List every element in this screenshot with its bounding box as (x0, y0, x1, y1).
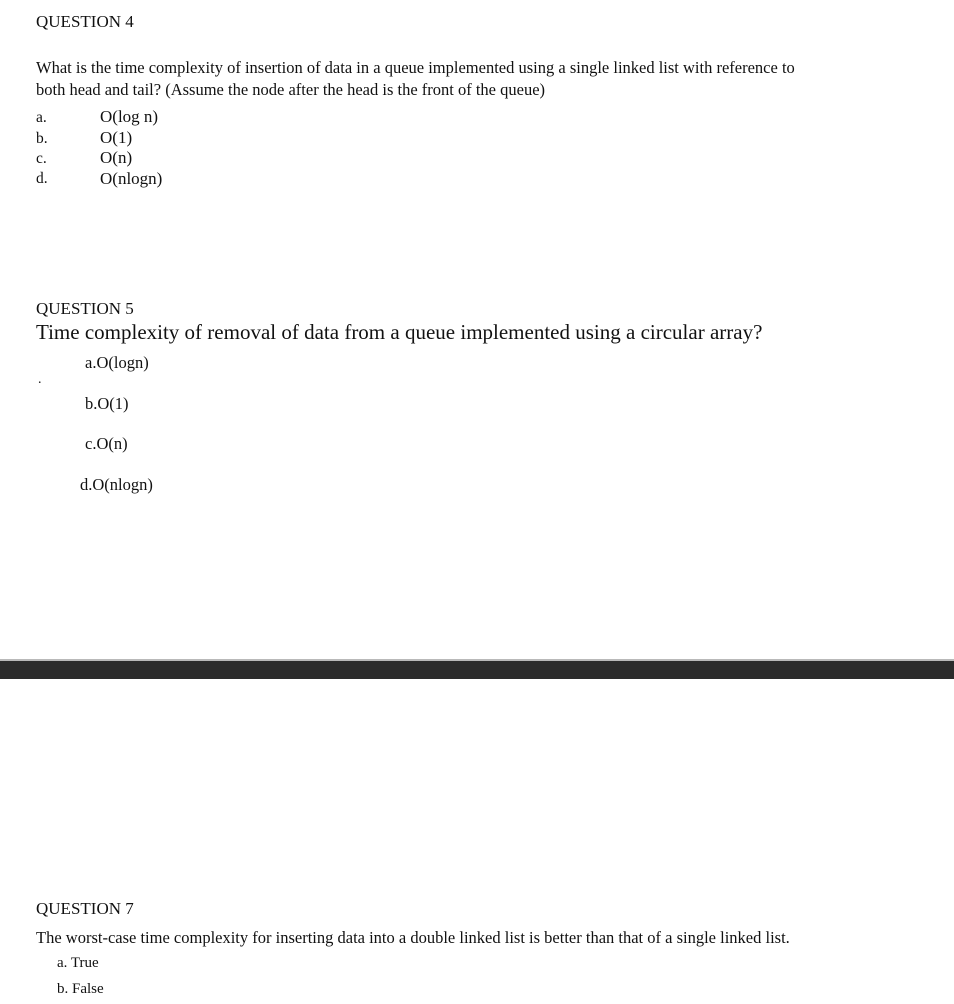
q4-option-d-letter: d. (36, 170, 48, 187)
q4-option-a-letter: a. (36, 109, 47, 126)
question-4-text-line-1: What is the time complexity of insertion of data in a queue implemented using a single linked list with reference to (36, 58, 795, 77)
q4-option-c-letter: c. (36, 150, 47, 167)
question-5-title: QUESTION 5 (36, 299, 134, 318)
question-5-text: Time complexity of removal of data from a queue implemented using a circular array? (36, 320, 763, 344)
q4-option-b-letter: b. (36, 130, 48, 147)
q4-option-d-value[interactable]: O(nlogn) (100, 169, 163, 188)
q7-option-a[interactable]: a. True (57, 955, 99, 971)
question-7-title: QUESTION 7 (36, 899, 134, 918)
q5-option-c[interactable]: c.O(n) (85, 434, 128, 453)
question-4-text-line-2: both head and tail? (Assume the node after the head is the front of the queue) (36, 80, 546, 99)
q5-option-a[interactable]: a.O(logn) (85, 353, 149, 372)
q5-option-b[interactable]: b.O(1) (85, 394, 129, 413)
divider-bar (0, 661, 954, 679)
q4-option-c-value[interactable]: O(n) (100, 148, 133, 167)
q5-bullet: . (38, 372, 42, 387)
question-7-text: The worst-case time complexity for inserting data into a double linked list is better than that of a single linked list. (36, 928, 790, 947)
q7-option-b[interactable]: b. False (57, 981, 104, 997)
q4-option-b-value[interactable]: O(1) (100, 128, 133, 147)
q4-option-a-value[interactable]: O(log n) (100, 107, 159, 126)
q5-option-d[interactable]: d.O(nlogn) (80, 475, 153, 494)
question-4-title: QUESTION 4 (36, 12, 134, 31)
